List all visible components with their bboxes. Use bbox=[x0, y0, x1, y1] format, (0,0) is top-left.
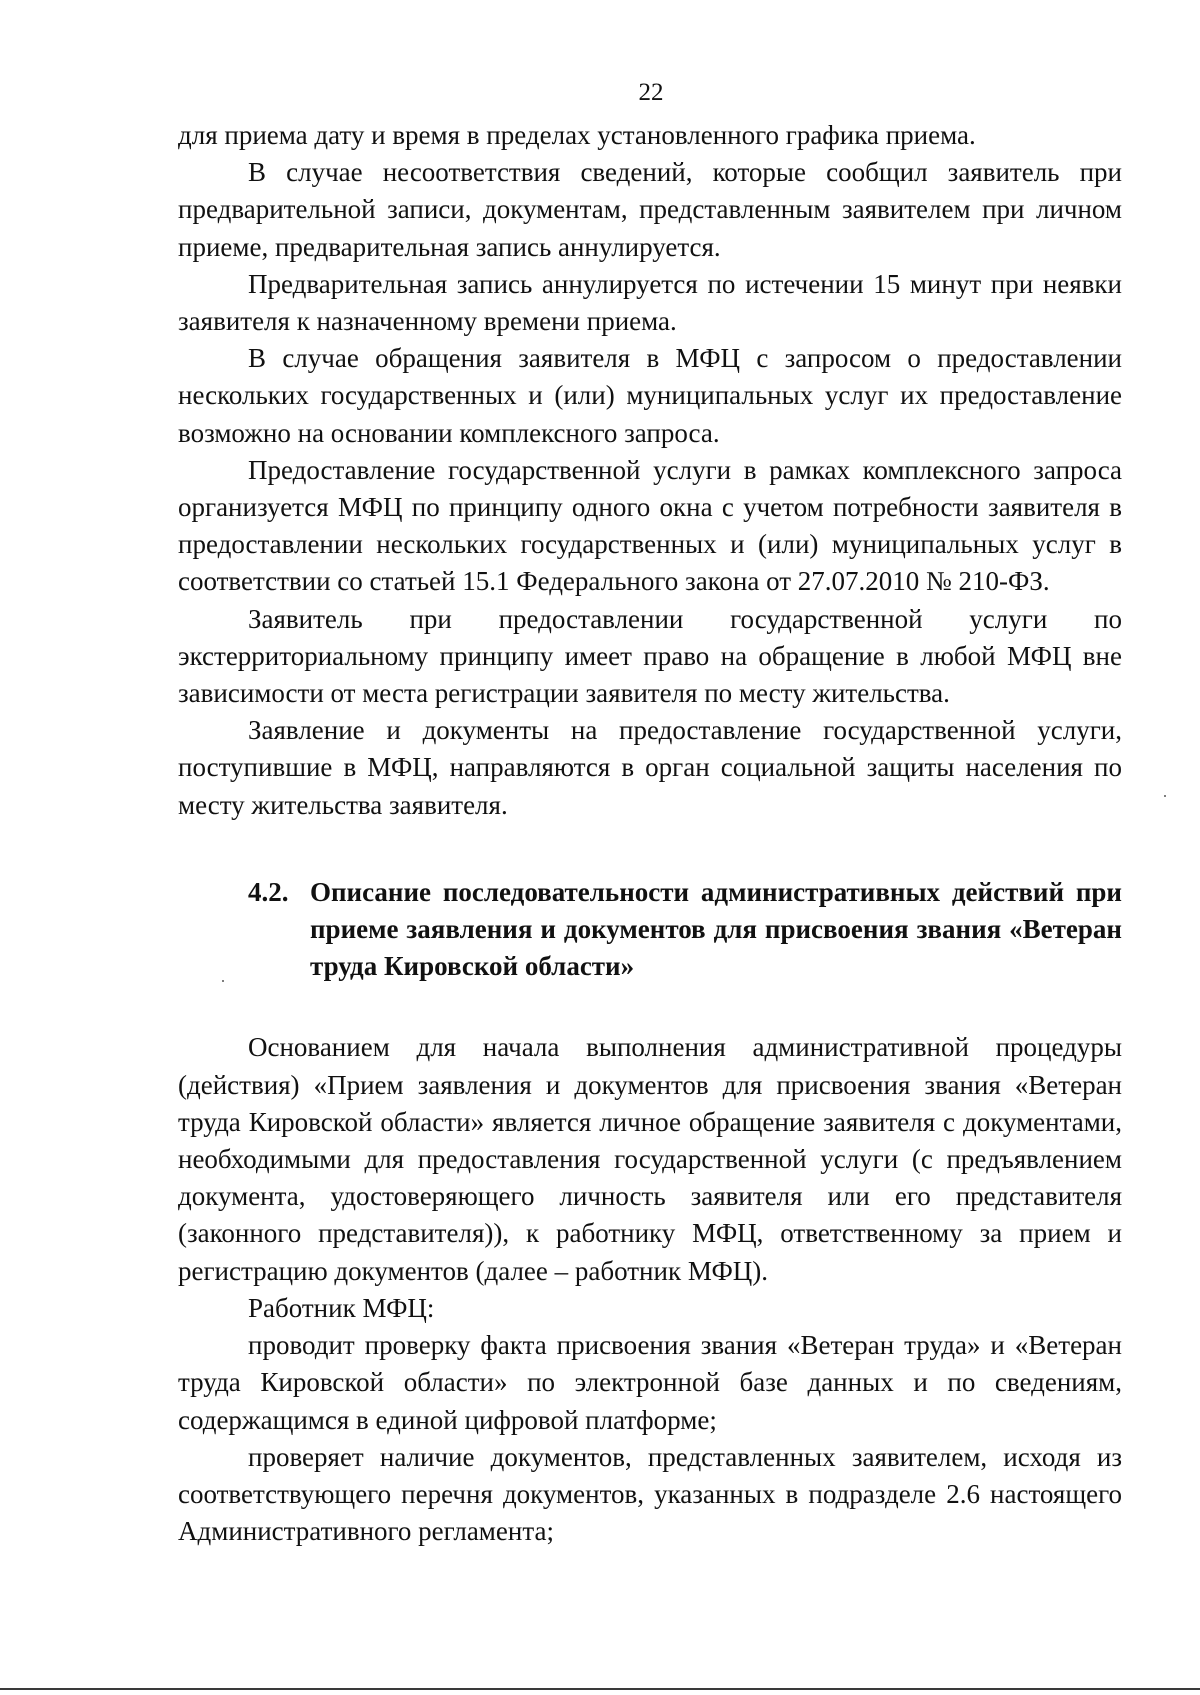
paragraph: Работник МФЦ: bbox=[248, 1292, 435, 1323]
list-item: проверяет наличие документов, представленных заявителем, исходя из соответствующего перечня документов, указанных в подразделе 2.6 настоящего Административного регламента; bbox=[178, 1441, 1122, 1547]
document-body bbox=[178, 117, 1122, 1550]
section-number: 4.2. bbox=[248, 876, 289, 907]
paragraph: Заявление и документы на предоставление государственной услуги, поступившие в МФЦ, направляются в орган социальной защиты населения по месту жительства заявителя. bbox=[178, 715, 1122, 820]
scan-edge-line bbox=[0, 1688, 1200, 1690]
paragraph: В случае обращения заявителя в МФЦ с запросом о предоставлении нескольких государственных и (или) муниципальных услуг их предоставление возможно на основании комплексного запроса. bbox=[178, 343, 1122, 448]
paragraph: В случае несоответствия сведений, которые сообщил заявитель при предварительной записи, документам, представленным заявителем при личном приеме, предварительная запись аннулируется. bbox=[178, 157, 1122, 262]
paragraph-continuation: для приема дату и время в пределах установленного графика приема. bbox=[178, 120, 976, 150]
scan-speck bbox=[222, 980, 224, 982]
scan-speck bbox=[1164, 795, 1166, 797]
section-title: Описание последовательности административных действий при приеме заявления и документов для присвоения звания «Ветеран труда Кировской области» bbox=[310, 876, 1122, 982]
list-item: проводит проверку факта присвоения звания «Ветеран труда» и «Ветеран труда Кировской области» по электронной базе данных и по сведениям, содержащимся в единой цифровой платформе; bbox=[178, 1330, 1122, 1435]
section-heading bbox=[248, 874, 1122, 986]
paragraph: Основанием для начала выполнения административной процедуры (действия) «Прием заявления и документов для присвоения звания «Ветеран труда Кировской области» является личное обращение заявителя с документами, необходимыми для предоставления государственной услуги (с предъявлением документа, удостоверяющего личность заявителя или его представителя (законного представителя)), к работнику МФЦ, ответственному за прием и регистрацию документов (далее – работник МФЦ). bbox=[178, 1032, 1122, 1286]
paragraph: Предварительная запись аннулируется по истечении 15 минут при неявки заявителя к назначенному времени приема. bbox=[178, 268, 1122, 337]
paragraph: Предоставление государственной услуги в рамках комплексного запроса организуется МФЦ по принципу одного окна с учетом потребности заявителя в предоставлении нескольких государственных и (или) муниципальных услуг в соответствии со статьей 15.1 Федерального закона от 27.07.2010 № 210-ФЗ. bbox=[178, 454, 1122, 597]
paragraph: Заявитель при предоставлении государственной услуги по экстерриториальному принципу имеет право на обращение в любой МФЦ вне зависимости от места регистрации заявителя по месту жительства. bbox=[178, 603, 1122, 709]
page-number: 22 bbox=[638, 79, 664, 106]
